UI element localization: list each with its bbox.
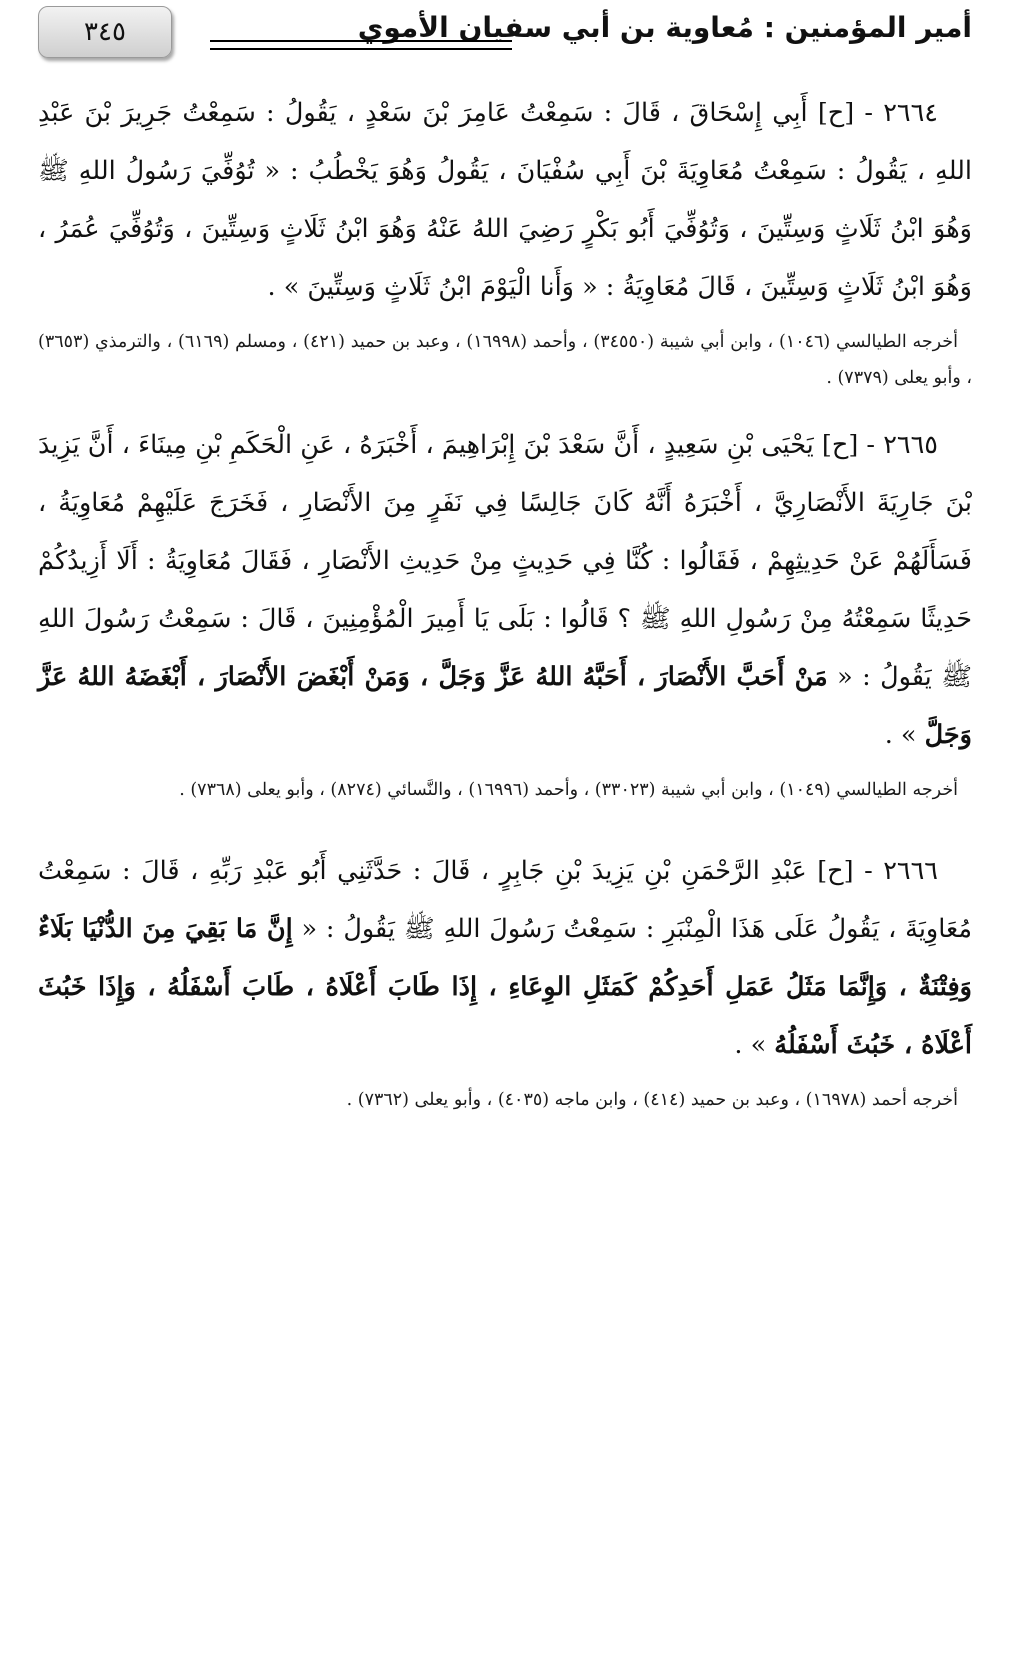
hadith-2665-isnad: ٢٦٦٥ - [ح] يَحْيَى بْنِ سَعِيدٍ ، أَنَّ سَعْدَ بْنَ إِبْرَاهِيمَ ، أَخْبَرَهُ ، عَنِ الْحَكَمِ بْنِ مِينَاءَ ، أَنَّ يَزِيدَ بْنَ جَارِيَةَ الأَنْصَارِيَّ ، أَخْبَرَهُ أَنَّهُ كَانَ جَالِسًا فِي نَفَرٍ مِنَ الأَنْصَارِ ، فَخَرَجَ عَلَيْهِمْ مُعَاوِيَةُ ، فَسَأَلَهُمْ عَنْ حَدِيثِهِمْ ، فَقَالُوا : كُنَّا فِي حَدِيثٍ مِنْ حَدِيثِ الأَنْصَارِ ، فَقَالَ مُعَاوِيَةُ : أَلَا أَزِيدُكُمْ حَدِيثًا سَمِعْتُهُ مِنْ رَسُولِ اللهِ ﷺ ؟ قَالُوا : بَلَى يَا أَمِيرَ الْمُؤْمِنِينَ ، قَالَ : سَمِعْتُ رَسُولَ اللهِ ﷺ يَقُولُ : « <box>38 430 972 692</box>
running-title: أمير المؤمنين : مُعاوية بن أبي سفيان الأموي <box>357 11 972 44</box>
hadith-2666-matn: إِنَّ مَا بَقِيَ مِنَ الدُّنْيَا بَلَاءٌ وَفِتْنَةٌ ، وَإِنَّمَا مَثَلُ عَمَلِ أَحَدِكُمْ كَمَثَلِ الوِعَاءِ ، إِذَا طَابَ أَعْلَاهُ ، طَابَ أَسْفَلُهُ ، وَإِذَا خَبُثَ أَعْلَاهُ ، خَبُثَ أَسْفَلُهُ <box>38 914 972 1060</box>
page-content <box>38 84 972 1130</box>
hadith-2664-takhrij: أخرجه الطيالسي (١٠٤٦) ، وابن أبي شيبة (٣٤٥٥٠) ، وأحمد (١٦٩٩٨) ، وعبد بن حميد (٤٢١) ، ومسلم (٦١٦٩) ، والترمذي (٣٦٥٣) ، وأبو يعلى (٧٣٧٩) . <box>38 332 972 388</box>
page-header <box>38 6 972 64</box>
hadith-2664-text: ٢٦٦٤ - [ح] أَبِي إِسْحَاقَ ، قَالَ : سَمِعْتُ عَامِرَ بْنَ سَعْدٍ ، يَقُولُ : سَمِعْتُ جَرِيرَ بْنَ عَبْدِ اللهِ ، يَقُولُ : سَمِعْتُ مُعَاوِيَةَ بْنَ أَبِي سُفْيَانَ ، يَقُولُ وَهُوَ يَخْطُبُ : « تُوُفِّيَ رَسُولُ اللهِ ﷺ وَهُوَ ابْنُ ثَلَاثٍ وَسِتِّينَ ، وَتُوُفِّيَ أَبُو بَكْرٍ رَضِيَ اللهُ عَنْهُ وَهُوَ ابْنُ ثَلَاثٍ وَسِتِّينَ ، وَتُوُفِّيَ عُمَرُ ، وَهُوَ ابْنُ ثَلَاثٍ وَسِتِّينَ ، قَالَ مُعَاوِيَةُ : « وَأَنا الْيَوْمَ ابْنُ ثَلَاثٍ وَسِتِّينَ » . <box>38 98 972 302</box>
hadith-2666-text <box>38 842 972 1074</box>
header-double-rule <box>210 40 512 50</box>
hadith-2665-matn: مَنْ أَحَبَّ الأَنْصَارَ ، أَحَبَّهُ اللهُ عَزَّ وَجَلَّ ، وَمَنْ أَبْغَضَ الأَنْصَارَ ، أَبْغَضَهُ اللهُ عَزَّ وَجَلَّ <box>38 662 972 750</box>
hadith-2666-isnad: ٢٦٦٦ - [ح] عَبْدِ الرَّحْمَنِ بْنِ يَزِيدَ بْنِ جَابِرٍ ، قَالَ : حَدَّثَنِي أَبُو عَبْدِ رَبِّهِ ، قَالَ : سَمِعْتُ مُعَاوِيَةَ ، يَقُولُ عَلَى هَذَا الْمِنْبَرِ : سَمِعْتُ رَسُولَ اللهِ ﷺ يَقُولُ : « <box>38 856 972 944</box>
hadith-2665-takhrij: أخرجه الطيالسي (١٠٤٩) ، وابن أبي شيبة (٣٣٠٢٣) ، وأحمد (١٦٩٩٦) ، والنَّسائي (٨٢٧٤) ، وأبو يعلى (٧٣٦٨) . <box>179 780 958 800</box>
page-number: ٣٤٥ <box>84 17 126 47</box>
page-number-box <box>38 6 172 58</box>
hadith-2665-closing: » . <box>884 720 925 750</box>
hadith-2665-text <box>38 416 972 764</box>
hadith-2666-takhrij: أخرجه أحمد (١٦٩٧٨) ، وعبد بن حميد (٤١٤) ، وابن ماجه (٤٠٣٥) ، وأبو يعلى (٧٣٦٢) . <box>346 1090 958 1110</box>
hadith-2666-closing: » . <box>734 1030 775 1060</box>
